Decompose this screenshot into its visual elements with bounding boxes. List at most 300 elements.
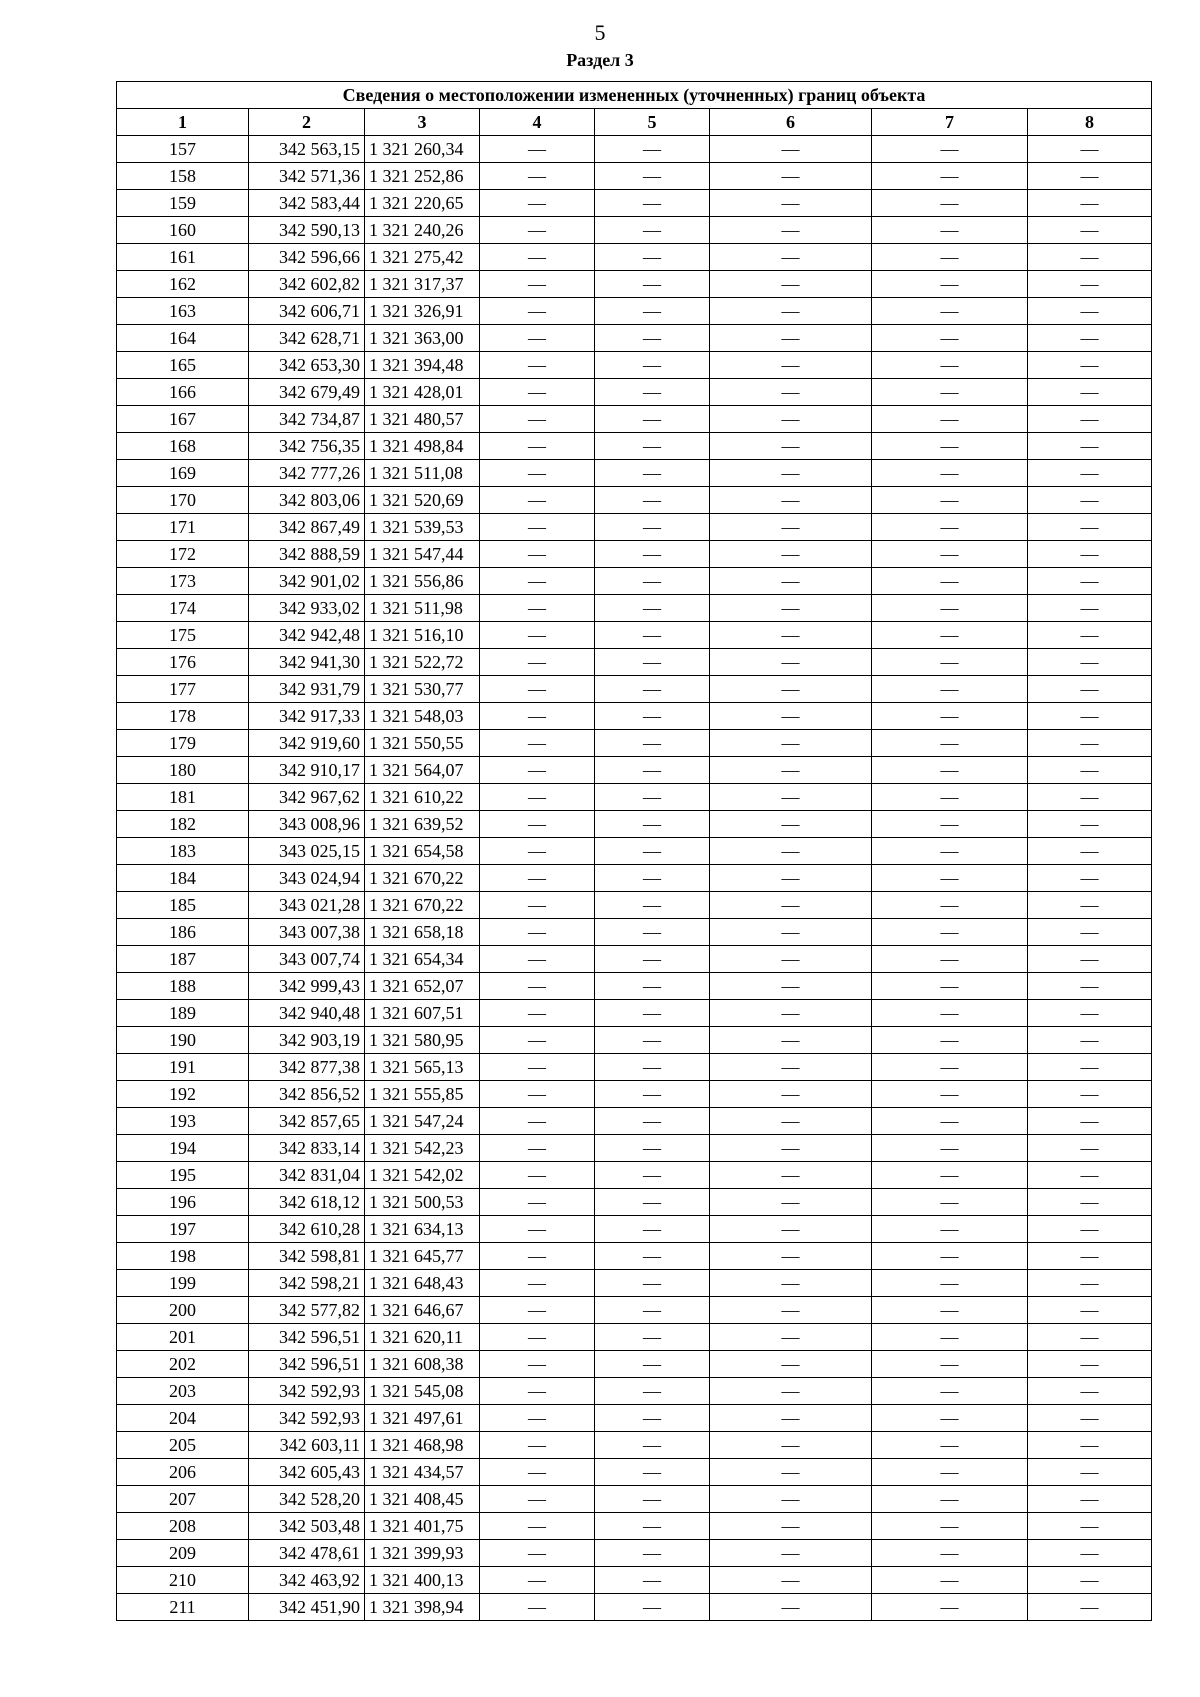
coordinate-x-cell: 343 024,94 [249,865,365,892]
empty-cell-col-5 [595,1081,710,1108]
empty-cell-col-4 [480,1270,595,1297]
point-number-cell: 187 [117,946,249,973]
dash-mark: — [940,382,959,402]
dash-mark: — [940,571,959,591]
dash-mark: — [643,1489,661,1509]
table-row [117,865,1152,892]
dash-mark: — [1080,1111,1099,1131]
coordinate-x-cell: 343 007,74 [249,946,365,973]
empty-cell-col-8 [1028,1540,1152,1567]
empty-cell-col-6 [710,1108,872,1135]
point-number-cell: 180 [117,757,249,784]
empty-cell-col-4 [480,757,595,784]
empty-cell-col-8 [1028,1513,1152,1540]
empty-cell-col-6 [710,1081,872,1108]
dash-mark: — [940,328,959,348]
dash-mark: — [781,922,800,942]
empty-cell-col-4 [480,649,595,676]
dash-mark: — [1080,1192,1099,1212]
dash-mark: — [940,1300,959,1320]
empty-cell-col-6 [710,1270,872,1297]
coordinate-x-cell: 342 967,62 [249,784,365,811]
dash-mark: — [1080,976,1099,996]
dash-mark: — [528,463,546,483]
dash-mark: — [643,517,661,537]
dash-mark: — [940,1435,959,1455]
empty-cell-col-5 [595,1243,710,1270]
coordinate-y-cell: 1 321 652,07 [365,973,480,1000]
empty-cell-col-8 [1028,1162,1152,1189]
dash-mark: — [643,1516,661,1536]
empty-cell-col-7 [872,271,1028,298]
point-number-cell: 160 [117,217,249,244]
point-number-cell: 194 [117,1135,249,1162]
empty-cell-col-5 [595,1405,710,1432]
empty-cell-col-6 [710,541,872,568]
table-row [117,1135,1152,1162]
coordinate-x-cell: 342 602,82 [249,271,365,298]
coordinate-y-cell: 1 321 670,22 [365,892,480,919]
empty-cell-col-4 [480,622,595,649]
table-row [117,325,1152,352]
dash-mark: — [643,247,661,267]
dash-mark: — [940,1381,959,1401]
dash-mark: — [781,382,800,402]
coordinate-x-cell: 342 610,28 [249,1216,365,1243]
empty-cell-col-6 [710,973,872,1000]
dash-mark: — [528,922,546,942]
dash-mark: — [1080,193,1099,213]
empty-cell-col-7 [872,1135,1028,1162]
dash-mark: — [528,1597,546,1617]
dash-mark: — [643,328,661,348]
dash-mark: — [940,679,959,699]
table-row [117,784,1152,811]
coordinate-x-cell: 342 831,04 [249,1162,365,1189]
empty-cell-col-6 [710,1027,872,1054]
point-number-cell: 184 [117,865,249,892]
empty-cell-col-8 [1028,730,1152,757]
empty-cell-col-5 [595,217,710,244]
empty-cell-col-8 [1028,919,1152,946]
point-number-cell: 176 [117,649,249,676]
empty-cell-col-4 [480,1513,595,1540]
column-header-4: 4 [480,109,595,136]
empty-cell-col-7 [872,1432,1028,1459]
coordinate-x-cell: 342 653,30 [249,352,365,379]
coordinate-x-cell: 342 856,52 [249,1081,365,1108]
empty-cell-col-4 [480,271,595,298]
empty-cell-col-4 [480,1324,595,1351]
point-number-cell: 190 [117,1027,249,1054]
empty-cell-col-5 [595,1189,710,1216]
dash-mark: — [528,652,546,672]
empty-cell-col-5 [595,1513,710,1540]
dash-mark: — [643,733,661,753]
dash-mark: — [940,1327,959,1347]
empty-cell-col-7 [872,865,1028,892]
table-row [117,514,1152,541]
empty-cell-col-8 [1028,1594,1152,1621]
dash-mark: — [940,139,959,159]
empty-cell-col-7 [872,730,1028,757]
empty-cell-col-4 [480,244,595,271]
point-number-cell: 158 [117,163,249,190]
dash-mark: — [1080,841,1099,861]
point-number-cell: 189 [117,1000,249,1027]
dash-mark: — [643,1192,661,1212]
dash-mark: — [781,733,800,753]
dash-mark: — [940,841,959,861]
dash-mark: — [781,1408,800,1428]
coordinate-x-cell: 342 596,66 [249,244,365,271]
dash-mark: — [528,1273,546,1293]
empty-cell-col-8 [1028,1108,1152,1135]
coordinate-x-cell: 342 598,21 [249,1270,365,1297]
dash-mark: — [940,625,959,645]
empty-cell-col-8 [1028,244,1152,271]
coordinate-y-cell: 1 321 275,42 [365,244,480,271]
empty-cell-col-6 [710,460,872,487]
empty-cell-col-6 [710,1459,872,1486]
table-row [117,163,1152,190]
dash-mark: — [781,814,800,834]
dash-mark: — [940,976,959,996]
dash-mark: — [781,1030,800,1050]
table-row [117,595,1152,622]
empty-cell-col-8 [1028,298,1152,325]
dash-mark: — [528,193,546,213]
point-number-cell: 178 [117,703,249,730]
dash-mark: — [528,1219,546,1239]
table-row [117,136,1152,163]
empty-cell-col-4 [480,838,595,865]
empty-cell-col-5 [595,406,710,433]
point-number-cell: 201 [117,1324,249,1351]
empty-cell-col-5 [595,1216,710,1243]
dash-mark: — [940,1219,959,1239]
point-number-cell: 171 [117,514,249,541]
point-number-cell: 166 [117,379,249,406]
dash-mark: — [528,1408,546,1428]
table-row [117,352,1152,379]
point-number-cell: 186 [117,919,249,946]
dash-mark: — [643,1435,661,1455]
coordinate-y-cell: 1 321 634,13 [365,1216,480,1243]
dash-mark: — [643,436,661,456]
empty-cell-col-6 [710,352,872,379]
empty-cell-col-7 [872,1324,1028,1351]
dash-mark: — [940,1516,959,1536]
dash-mark: — [528,625,546,645]
dash-mark: — [940,544,959,564]
empty-cell-col-4 [480,379,595,406]
empty-cell-col-4 [480,1027,595,1054]
dash-mark: — [781,787,800,807]
empty-cell-col-6 [710,757,872,784]
coordinate-x-cell: 342 598,81 [249,1243,365,1270]
empty-cell-col-8 [1028,1297,1152,1324]
table-row [117,703,1152,730]
dash-mark: — [643,274,661,294]
dash-mark: — [1080,355,1099,375]
column-header-2: 2 [249,109,365,136]
coordinate-y-cell: 1 321 580,95 [365,1027,480,1054]
dash-mark: — [528,976,546,996]
dash-mark: — [1080,463,1099,483]
coordinate-y-cell: 1 321 545,08 [365,1378,480,1405]
dash-mark: — [1080,814,1099,834]
empty-cell-col-4 [480,1000,595,1027]
empty-cell-col-5 [595,1486,710,1513]
dash-mark: — [643,1543,661,1563]
dash-mark: — [940,301,959,321]
dash-mark: — [528,1192,546,1212]
dash-mark: — [781,1111,800,1131]
empty-cell-col-8 [1028,1081,1152,1108]
empty-cell-col-8 [1028,1135,1152,1162]
empty-cell-col-6 [710,1513,872,1540]
dash-mark: — [643,1138,661,1158]
dash-mark: — [528,1381,546,1401]
empty-cell-col-4 [480,1162,595,1189]
point-number-cell: 195 [117,1162,249,1189]
empty-cell-col-4 [480,1054,595,1081]
empty-cell-col-5 [595,136,710,163]
dash-mark: — [940,760,959,780]
dash-mark: — [643,652,661,672]
dash-mark: — [940,922,959,942]
table-caption: Сведения о местоположении измененных (уточненных) границ объекта [117,82,1152,109]
empty-cell-col-8 [1028,379,1152,406]
dash-mark: — [781,463,800,483]
empty-cell-col-4 [480,730,595,757]
table-row [117,1324,1152,1351]
empty-cell-col-4 [480,541,595,568]
dash-mark: — [940,1030,959,1050]
dash-mark: — [528,1030,546,1050]
coordinate-x-cell: 342 603,11 [249,1432,365,1459]
dash-mark: — [940,166,959,186]
empty-cell-col-5 [595,244,710,271]
dash-mark: — [781,1273,800,1293]
table-row [117,1216,1152,1243]
dash-mark: — [1080,1219,1099,1239]
coordinate-y-cell: 1 321 610,22 [365,784,480,811]
empty-cell-col-4 [480,946,595,973]
table-row [117,406,1152,433]
coordinate-x-cell: 343 008,96 [249,811,365,838]
dash-mark: — [528,1354,546,1374]
dash-mark: — [1080,1300,1099,1320]
dash-mark: — [940,274,959,294]
empty-cell-col-8 [1028,1351,1152,1378]
dash-mark: — [1080,1273,1099,1293]
table-row [117,1000,1152,1027]
dash-mark: — [643,166,661,186]
coordinate-x-cell: 342 931,79 [249,676,365,703]
empty-cell-col-8 [1028,1270,1152,1297]
dash-mark: — [643,139,661,159]
empty-cell-col-6 [710,514,872,541]
coordinate-x-cell: 342 605,43 [249,1459,365,1486]
coordinate-x-cell: 342 933,02 [249,595,365,622]
dash-mark: — [781,1192,800,1212]
dash-mark: — [781,1489,800,1509]
empty-cell-col-8 [1028,1027,1152,1054]
table-row [117,919,1152,946]
empty-cell-col-5 [595,1054,710,1081]
empty-cell-col-6 [710,487,872,514]
empty-cell-col-6 [710,1135,872,1162]
dash-mark: — [781,1597,800,1617]
empty-cell-col-8 [1028,487,1152,514]
dash-mark: — [940,1192,959,1212]
coordinate-x-cell: 342 942,48 [249,622,365,649]
dash-mark: — [781,274,800,294]
dash-mark: — [1080,274,1099,294]
empty-cell-col-5 [595,460,710,487]
empty-cell-col-7 [872,1243,1028,1270]
dash-mark: — [643,814,661,834]
dash-mark: — [1080,1435,1099,1455]
dash-mark: — [781,193,800,213]
dash-mark: — [528,679,546,699]
dash-mark: — [781,1327,800,1347]
empty-cell-col-4 [480,1405,595,1432]
dash-mark: — [781,652,800,672]
point-number-cell: 173 [117,568,249,595]
table-body [117,136,1152,1621]
dash-mark: — [940,193,959,213]
empty-cell-col-8 [1028,865,1152,892]
dash-mark: — [940,814,959,834]
empty-cell-col-5 [595,1027,710,1054]
dash-mark: — [940,733,959,753]
dash-mark: — [940,868,959,888]
empty-cell-col-4 [480,892,595,919]
dash-mark: — [781,976,800,996]
dash-mark: — [643,571,661,591]
point-number-cell: 192 [117,1081,249,1108]
empty-cell-col-6 [710,892,872,919]
empty-cell-col-5 [595,595,710,622]
dash-mark: — [643,787,661,807]
empty-cell-col-4 [480,406,595,433]
empty-cell-col-5 [595,838,710,865]
dash-mark: — [940,517,959,537]
dash-mark: — [781,517,800,537]
coordinate-y-cell: 1 321 542,23 [365,1135,480,1162]
dash-mark: — [1080,1597,1099,1617]
empty-cell-col-4 [480,1243,595,1270]
dash-mark: — [940,1138,959,1158]
column-header-6: 6 [710,109,872,136]
dash-mark: — [643,220,661,240]
dash-mark: — [781,760,800,780]
point-number-cell: 204 [117,1405,249,1432]
empty-cell-col-5 [595,541,710,568]
dash-mark: — [940,895,959,915]
coordinate-x-cell: 342 628,71 [249,325,365,352]
dash-mark: — [643,760,661,780]
dash-mark: — [1080,1246,1099,1266]
empty-cell-col-8 [1028,1378,1152,1405]
dash-mark: — [528,1300,546,1320]
empty-cell-col-6 [710,622,872,649]
table-row [117,649,1152,676]
empty-cell-col-4 [480,1108,595,1135]
dash-mark: — [940,1111,959,1131]
point-number-cell: 211 [117,1594,249,1621]
empty-cell-col-6 [710,1378,872,1405]
empty-cell-col-5 [595,1459,710,1486]
empty-cell-col-8 [1028,622,1152,649]
dash-mark: — [528,1057,546,1077]
coordinate-y-cell: 1 321 401,75 [365,1513,480,1540]
empty-cell-col-7 [872,703,1028,730]
coordinate-x-cell: 342 618,12 [249,1189,365,1216]
coordinate-y-cell: 1 321 658,18 [365,919,480,946]
dash-mark: — [1080,1327,1099,1347]
empty-cell-col-7 [872,163,1028,190]
dash-mark: — [643,355,661,375]
dash-mark: — [528,139,546,159]
table-row [117,568,1152,595]
empty-cell-col-6 [710,838,872,865]
dash-mark: — [528,895,546,915]
empty-cell-col-6 [710,1324,872,1351]
empty-cell-col-7 [872,1270,1028,1297]
dash-mark: — [643,1327,661,1347]
dash-mark: — [528,706,546,726]
coordinate-x-cell: 343 025,15 [249,838,365,865]
dash-mark: — [643,1273,661,1293]
point-number-cell: 183 [117,838,249,865]
empty-cell-col-8 [1028,433,1152,460]
point-number-cell: 206 [117,1459,249,1486]
empty-cell-col-8 [1028,676,1152,703]
empty-cell-col-7 [872,1567,1028,1594]
empty-cell-col-5 [595,811,710,838]
dash-mark: — [1080,1570,1099,1590]
point-number-cell: 170 [117,487,249,514]
empty-cell-col-7 [872,811,1028,838]
empty-cell-col-5 [595,622,710,649]
empty-cell-col-5 [595,676,710,703]
coordinate-x-cell: 342 503,48 [249,1513,365,1540]
dash-mark: — [781,301,800,321]
dash-mark: — [528,1570,546,1590]
dash-mark: — [643,409,661,429]
dash-mark: — [781,1435,800,1455]
empty-cell-col-6 [710,703,872,730]
dash-mark: — [781,139,800,159]
empty-cell-col-4 [480,973,595,1000]
coordinate-x-cell: 342 777,26 [249,460,365,487]
empty-cell-col-7 [872,1378,1028,1405]
dash-mark: — [528,274,546,294]
empty-cell-col-7 [872,190,1028,217]
dash-mark: — [1080,1462,1099,1482]
coordinate-y-cell: 1 321 326,91 [365,298,480,325]
point-number-cell: 198 [117,1243,249,1270]
dash-mark: — [781,949,800,969]
empty-cell-col-6 [710,1000,872,1027]
dash-mark: — [528,517,546,537]
empty-cell-col-4 [480,1351,595,1378]
table-row [117,1594,1152,1621]
